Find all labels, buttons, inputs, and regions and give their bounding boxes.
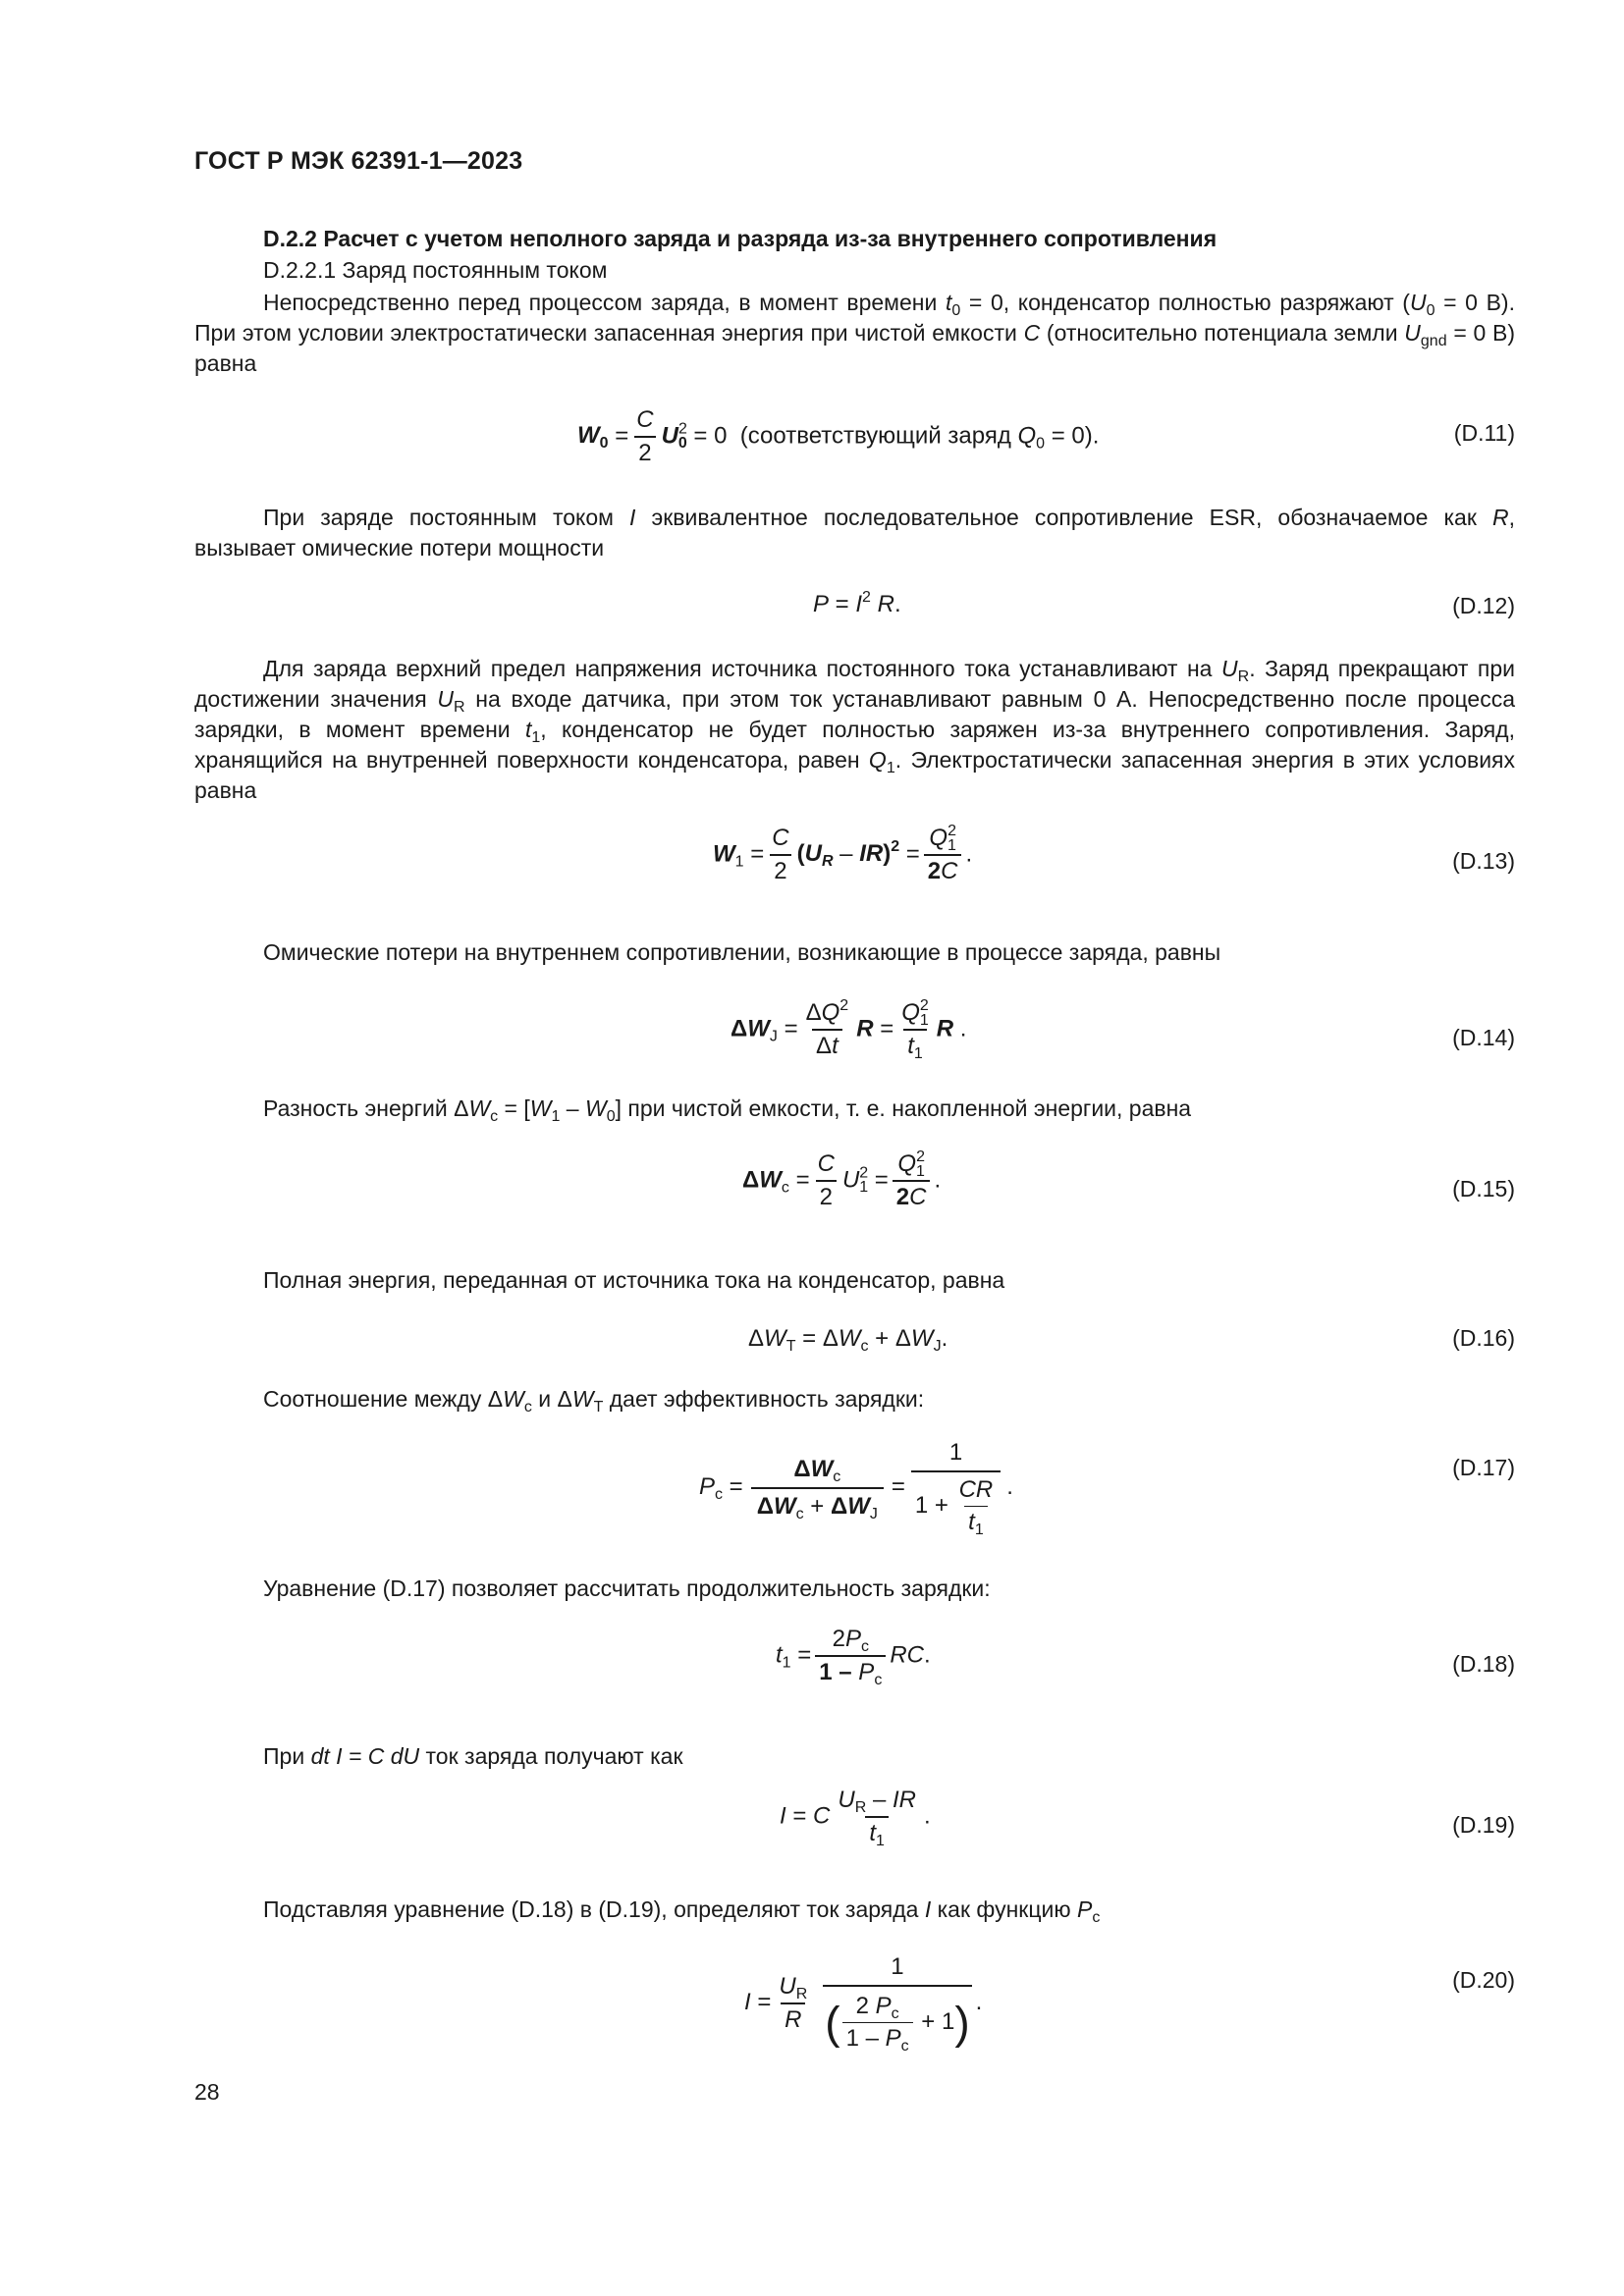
equation-d11: $W_0$ = $\frac{C}{2}$ $U^2_0 = 0$ (соответствующий заряд $Q_0 = 0$). [577, 406, 1100, 466]
equation-number-d20: (D.20) [1452, 1967, 1515, 1993]
equation-d17: $P_c$ = $\frac{\Delta W_c}{\Delta W_c + \Delta W_J}$ = 1 1 + $\frac{CR}{t_1}$ . [699, 1439, 1013, 1538]
equation-number-d12: (D.12) [1452, 593, 1515, 618]
paragraph-internal-losses: Омические потери на внутреннем сопротивлении, возникающие в процессе заряда, равны [263, 939, 1221, 965]
equation-number-d13: (D.13) [1452, 848, 1515, 874]
paragraph-energy-difference: Разность энергий $\Delta W_c = [W_1 - W_0]$ при чистой емкости, т. е. накопленной энергии, равна [263, 1095, 1192, 1125]
paragraph-efficiency: Соотношение между $\Delta W_c$ и $\Delta W_T$ дает эффективность зарядки: [263, 1386, 925, 1415]
equation-d13: $W_1$ = $\frac{C}{2}$ $(U_R - IR)^2$ = $\frac{Q^2_1}{2C}$ . [713, 823, 973, 884]
equation-d16: $\Delta W_T = \Delta W_c + \Delta W_J$. [748, 1325, 948, 1355]
subsection-title: D.2.2.1 Заряд постоянным током [263, 257, 608, 283]
paragraph-charge-limit: Для заряда верхний предел напряжения источника постоянного тока устанавливают на $U_R$. Заряд прекращают при достижении значения $U_R$ на входе датчика, при этом ток устанавливают равным 0 А. Непосредственно после процесса зарядки, в момент времени $t_1$, конденсатор не будет полностью заряжен из-за внутреннего сопротивления. Заряд, хранящийся на внутренней поверхности конденсатора, равен $Q_1$. Электростатически запасенная энергия в этих условиях равна [194, 656, 1515, 803]
section-title: D.2.2 Расчет с учетом неполного заряда и разряда из-за внутреннего сопротивления [263, 226, 1218, 251]
paragraph-intro: Непосредственно перед процессом заряда, в момент времени $t_0 = 0$, конденсатор полностью разряжают ($U_0 = 0$ В). При этом условии электростатически запасенная энергия при чистой емкости C (относительно потенциала земли $U_{gnd} = 0$ В) равна [194, 290, 1515, 376]
paragraph-total-energy: Полная энергия, переданная от источника тока на конденсатор, равна [263, 1267, 1005, 1293]
equation-number-d17: (D.17) [1452, 1455, 1515, 1480]
equation-d14: $\Delta W_J$ = $\frac{\Delta Q^2}{\Delta t}$ R = $\frac{Q^2_1}{t_1}$ R . [731, 997, 967, 1062]
paragraph-charge-duration: Уравнение (D.17) позволяет рассчитать продолжительность зарядки: [263, 1575, 991, 1601]
paragraph-substitution: Подставляя уравнение (D.18) в (D.19), определяют ток заряда I как функцию $P_c$ [263, 1896, 1101, 1926]
equation-d15: $\Delta W_c$ = $\frac{C}{2}$ $U^2_1$ = $\frac{Q^2_1}{2C}$ . [742, 1148, 942, 1210]
equation-number-d11: (D.11) [1453, 420, 1515, 446]
equation-d19: I = C $\frac{U_R - IR}{t_1}$ . [780, 1787, 931, 1849]
equation-d12: $P = I^2$ R. [813, 589, 901, 617]
equation-number-d18: (D.18) [1452, 1651, 1515, 1677]
paragraph-ohmic-power: При заряде постоянным током I эквивалентное последовательное сопротивление ESR, обозначаемое как R, вызывает омические потери мощности [194, 505, 1515, 561]
standard-header: ГОСТ Р МЭК 62391-1—2023 [194, 147, 523, 175]
equation-number-d19: (D.19) [1452, 1812, 1515, 1838]
equation-d20: I = $\frac{U_R}{R}$ 1 ( $\frac{2 P_c}{1 - P_c}$ + 1) . [744, 1953, 983, 2055]
equation-d18: $t_1$ = $\frac{2P_c}{1 - P_c}$ RC. [776, 1626, 931, 1688]
equation-number-d16: (D.16) [1452, 1325, 1515, 1351]
paragraph-charge-current: При dt I = C dU ток заряда получают как [263, 1743, 683, 1769]
equation-number-d15: (D.15) [1452, 1176, 1515, 1201]
page-number: 28 [194, 2079, 220, 2105]
equation-number-d14: (D.14) [1452, 1025, 1515, 1050]
